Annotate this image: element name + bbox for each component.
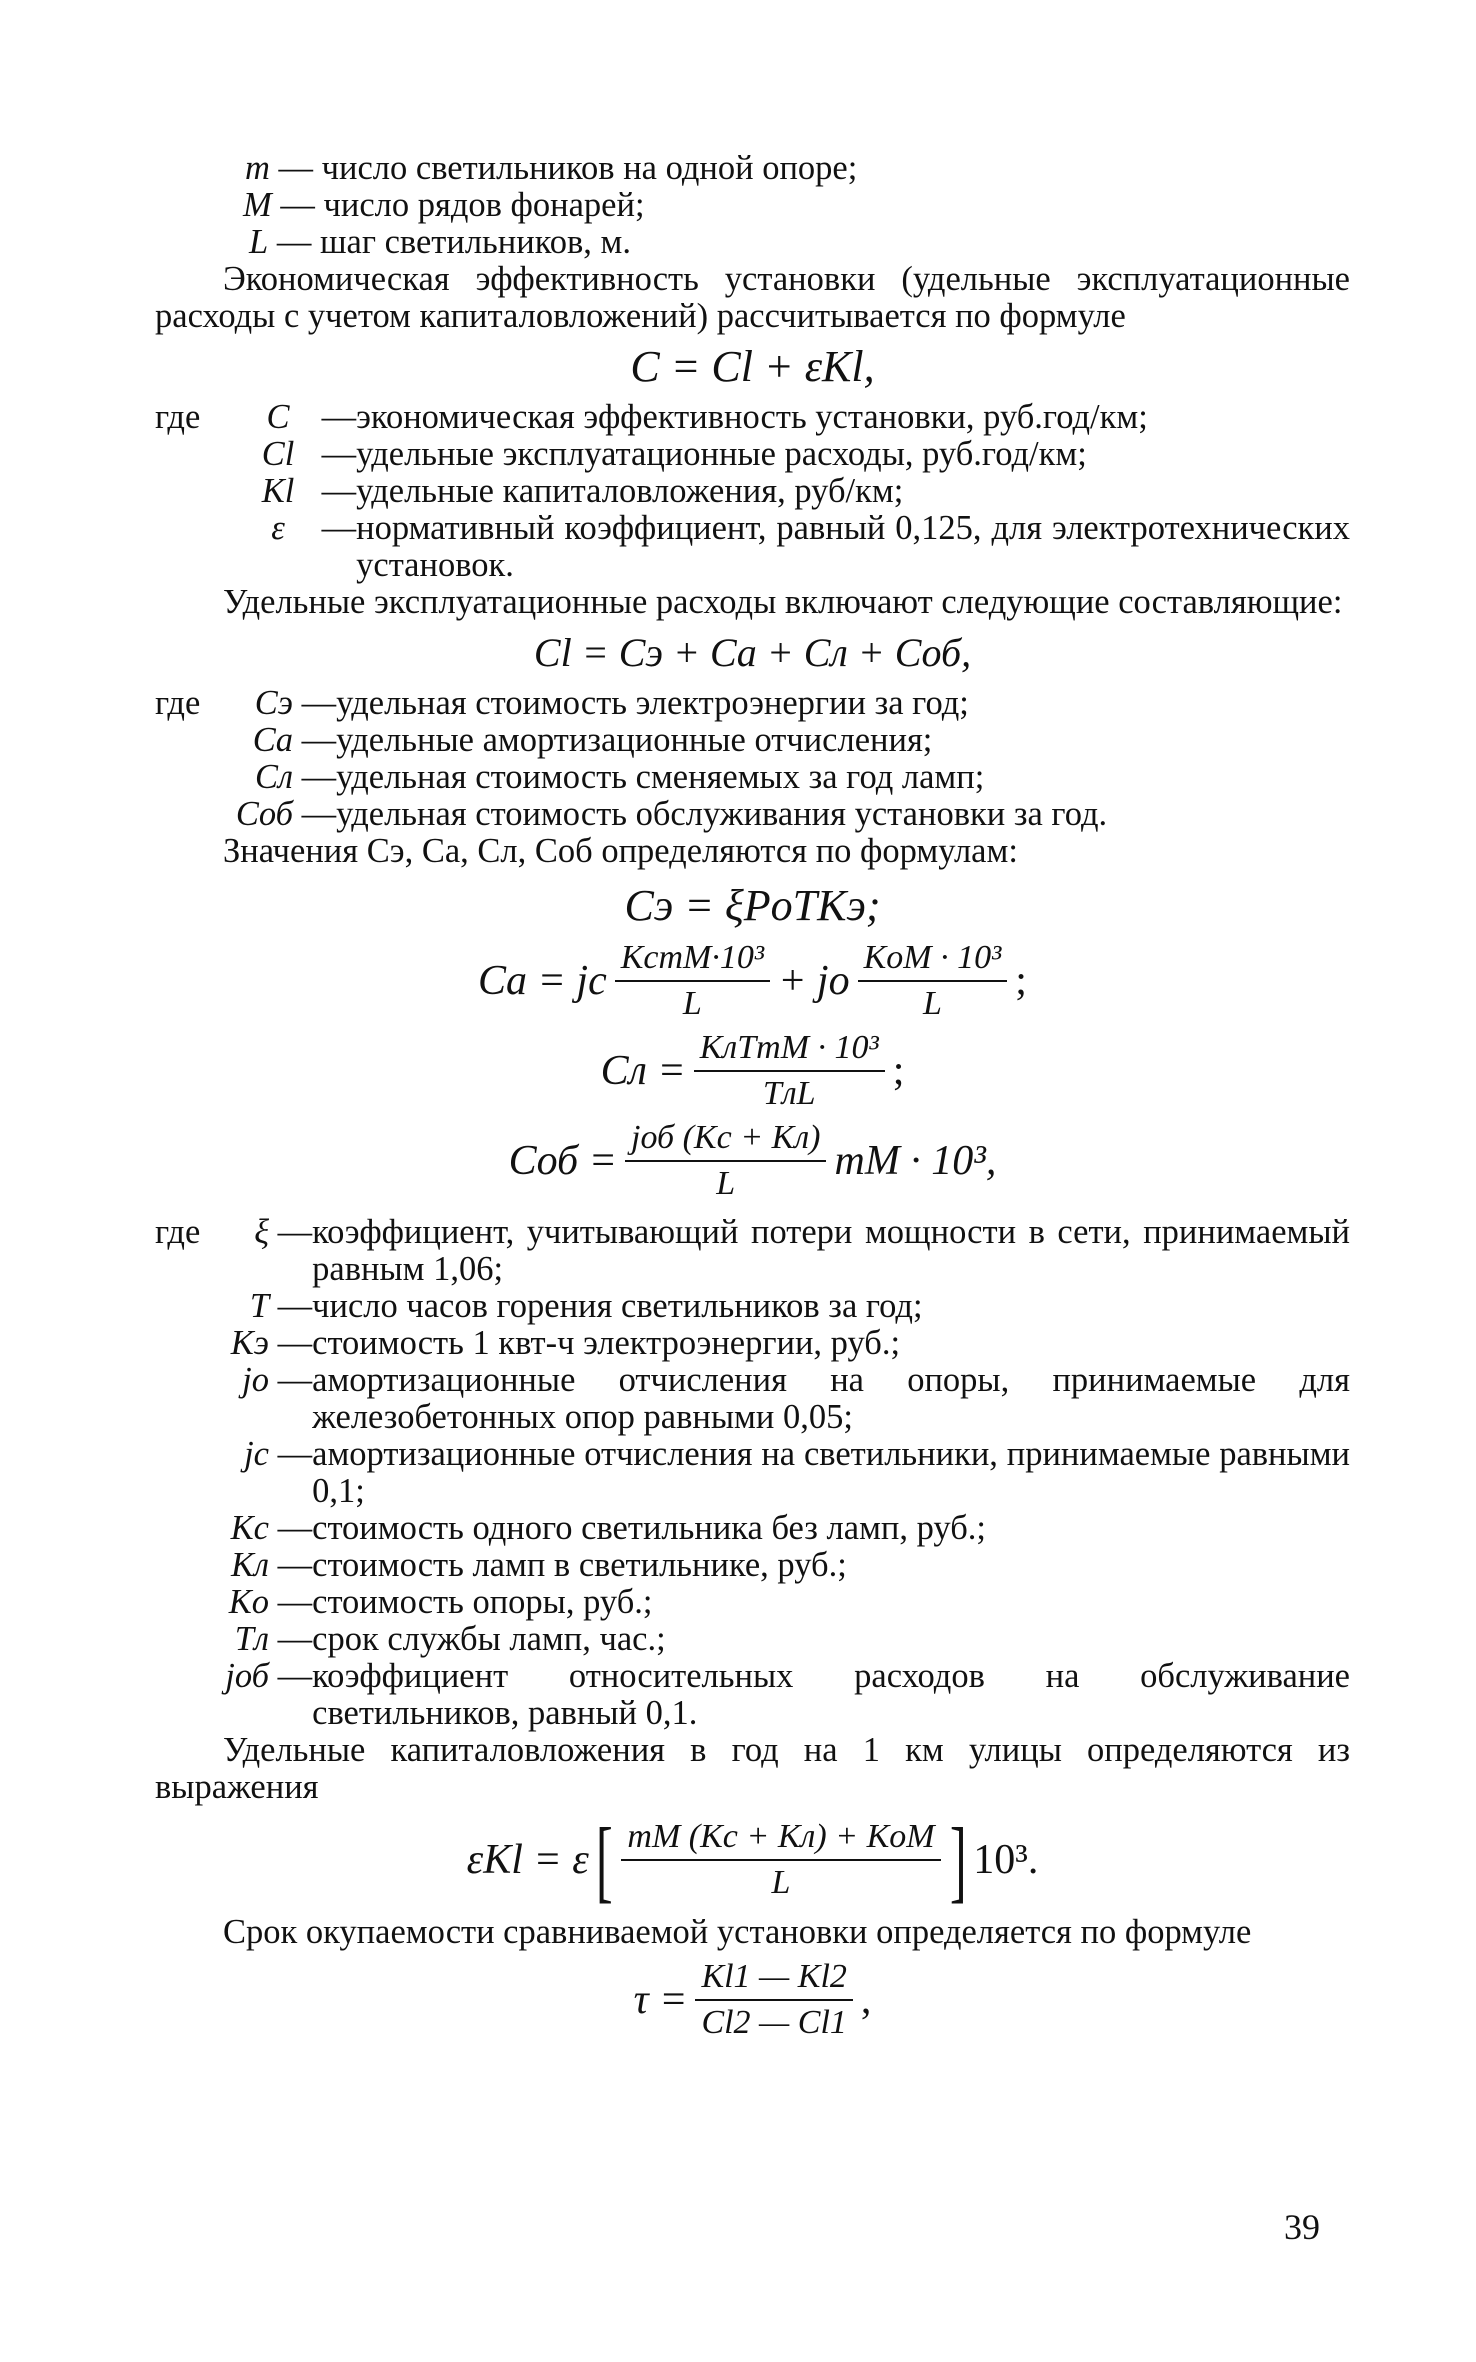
definition-text: амортизационные отчисления на светильники, принимаемые равными 0,1; bbox=[312, 1435, 1350, 1510]
definition-text: стоимость 1 квт-ч электроэнергии, руб.; bbox=[312, 1324, 901, 1362]
definition-text: удельные амортизационные отчисления; bbox=[336, 721, 933, 759]
formula-cl-lamps: Cл = $\frac{\text{KлTmM · 10³}}{\text{TлL}}$ ; bbox=[600, 1029, 905, 1112]
symbol: Kc bbox=[230, 1509, 269, 1547]
definition-text: экономическая эффективность установки, руб.год/км; bbox=[356, 398, 1148, 436]
definition-row: jоб — коэффициент относительных расходов на обслуживание светильников, равный 0,1. bbox=[155, 1658, 1350, 1732]
definition-row: Kc — стоимость одного светильника без ламп, руб.; bbox=[155, 1510, 1350, 1547]
symbol: Kл bbox=[230, 1546, 269, 1584]
symbol: ξ bbox=[254, 1213, 269, 1251]
definition-row bbox=[155, 187, 1350, 224]
formula-ek: εKl = ε [ $\frac{\text{mM (Kc + Kл) + KoM}}{L}$ ] 10³. bbox=[466, 1809, 1039, 1911]
where-word: где bbox=[155, 1213, 201, 1251]
dash: — bbox=[271, 186, 324, 224]
left-bracket-icon: [ bbox=[595, 1809, 613, 1911]
symbol: Kl bbox=[261, 472, 295, 510]
definition-row: T — число часов горения светильников за год; bbox=[155, 1288, 1350, 1325]
symbol: L bbox=[249, 223, 269, 261]
definition-text: удельные эксплуатационные расходы, руб.год/км; bbox=[356, 435, 1087, 473]
symbol: Ko bbox=[228, 1583, 269, 1621]
definition-text: число часов горения светильников за год; bbox=[312, 1287, 923, 1325]
symbol: Cл bbox=[254, 758, 293, 796]
paragraph: Срок окупаемости сравниваемой установки определяется по формуле bbox=[223, 1913, 1252, 1951]
definition-text: стоимость одного светильника без ламп, руб.; bbox=[312, 1509, 986, 1547]
paragraph: Экономическая эффективность установки (удельные эксплуатационные расходы с учетом капиталовложений) рассчитывается по формуле bbox=[155, 260, 1350, 335]
symbol: jo bbox=[242, 1361, 269, 1399]
symbol: ε bbox=[271, 509, 285, 547]
definition-row: Kl — удельные капиталовложения, руб/км; bbox=[155, 473, 1350, 510]
definition-row: Ca — удельные амортизационные отчисления; bbox=[155, 722, 1350, 759]
dash: — bbox=[269, 149, 322, 187]
definition-row: Kэ — стоимость 1 квт-ч электроэнергии, руб.; bbox=[155, 1325, 1350, 1362]
definition-row: Cл — удельная стоимость сменяемых за год ламп; bbox=[155, 759, 1350, 796]
definitions-cl bbox=[155, 685, 1350, 833]
symbol: Cоб bbox=[235, 795, 293, 833]
definitions-coefficients bbox=[155, 1214, 1350, 1732]
definitions-c bbox=[155, 399, 1350, 584]
definition-text: удельные капиталовложения, руб/км; bbox=[356, 472, 904, 510]
symbol: jc bbox=[244, 1435, 269, 1473]
definition-row: Cl — удельные эксплуатационные расходы, руб.год/км; bbox=[155, 436, 1350, 473]
formula-cl: Cl = Cэ + Ca + Cл + Cоб, bbox=[533, 630, 972, 675]
definition-row: Ko — стоимость опоры, руб.; bbox=[155, 1584, 1350, 1621]
definition-row: Kл — стоимость ламп в светильнике, руб.; bbox=[155, 1547, 1350, 1584]
definition-text: коэффициент относительных расходов на обслуживание светильников, равный 0,1. bbox=[312, 1657, 1350, 1732]
definition-row: где C — экономическая эффективность установки, руб.год/км; bbox=[155, 399, 1350, 436]
symbol: Cэ bbox=[254, 684, 293, 722]
formula-ca: Ca = jc $\frac{\text{KcmM·10³}}{L}$ + jo $\frac{\text{KoM · 10³}}{L}$ ; bbox=[478, 939, 1027, 1022]
definition-text: стоимость опоры, руб.; bbox=[312, 1583, 653, 1621]
symbol: M bbox=[243, 186, 272, 224]
formula-cob: Cоб = $\frac{\text{jоб (Kc + Kл)}}{L}$ mM · 10³, bbox=[508, 1119, 997, 1202]
dash: — bbox=[268, 223, 320, 261]
where-word: где bbox=[155, 684, 201, 722]
definition-row: где ξ — коэффициент, учитывающий потери мощности в сети, принимаемый равным 1,06; bbox=[155, 1213, 1350, 1288]
page-number: 39 bbox=[1284, 2207, 1320, 2247]
document-page bbox=[155, 150, 1350, 2047]
definition-row: ε — нормативный коэффициент, равный 0,125, для электротехнических установок. bbox=[155, 510, 1350, 584]
definition-row bbox=[155, 150, 1350, 187]
formula-tau: τ = $\frac{Kl1 — Kl2}{Cl2 — Cl1}$ , bbox=[633, 1958, 872, 2041]
definition-row: jo — амортизационные отчисления на опоры, принимаемые для железобетонных опор равными 0,05; bbox=[155, 1362, 1350, 1436]
definition-row: Cоб — удельная стоимость обслуживания установки за год. bbox=[155, 796, 1350, 833]
definition-text: стоимость ламп в светильнике, руб.; bbox=[312, 1546, 847, 1584]
paragraph: Удельные эксплуатационные расходы включают следующие составляющие: bbox=[223, 583, 1343, 621]
paragraph: Удельные капиталовложения в год на 1 км улицы определяются из выражения bbox=[155, 1731, 1350, 1806]
definition-row: где Cэ — удельная стоимость электроэнергии за год; bbox=[155, 685, 1350, 722]
paragraph: Значения Cэ, Ca, Cл, Cоб определяются по формулам: bbox=[223, 832, 1018, 870]
symbol: T bbox=[249, 1287, 269, 1325]
symbol: Cl bbox=[261, 435, 295, 473]
definition-text: число светильников на одной опоре; bbox=[321, 149, 858, 187]
symbol: C bbox=[266, 398, 290, 436]
definition-text: амортизационные отчисления на опоры, принимаемые для железобетонных опор равными 0,05; bbox=[312, 1361, 1350, 1436]
definition-text: удельная стоимость сменяемых за год ламп; bbox=[336, 758, 985, 796]
definition-text: нормативный коэффициент, равный 0,125, для электротехнических установок. bbox=[356, 509, 1350, 584]
symbol: jоб bbox=[225, 1657, 269, 1695]
definition-text: срок службы ламп, час.; bbox=[312, 1620, 666, 1658]
intro-definitions bbox=[155, 150, 1350, 261]
symbol: Kэ bbox=[230, 1324, 269, 1362]
definition-text: удельная стоимость обслуживания установки за год. bbox=[336, 795, 1108, 833]
symbol: Tл bbox=[234, 1620, 269, 1658]
definition-row bbox=[155, 224, 1350, 261]
right-bracket-icon: ] bbox=[949, 1809, 967, 1911]
symbol: Ca bbox=[252, 721, 293, 759]
symbol: m bbox=[245, 149, 270, 187]
formula-ce: Cэ = ξPoTKэ; bbox=[624, 881, 881, 930]
definition-text: шаг светильников, м. bbox=[319, 223, 631, 261]
definition-row: jc — амортизационные отчисления на светильники, принимаемые равными 0,1; bbox=[155, 1436, 1350, 1510]
where-word: где bbox=[155, 398, 201, 436]
definition-text: удельная стоимость электроэнергии за год; bbox=[336, 684, 969, 722]
definition-row: Tл — срок службы ламп, час.; bbox=[155, 1621, 1350, 1658]
definition-text: коэффициент, учитывающий потери мощности в сети, принимаемый равным 1,06; bbox=[312, 1213, 1350, 1288]
formula-c: C = Cl + εKl, bbox=[630, 342, 875, 391]
definition-text: число рядов фонарей; bbox=[323, 186, 645, 224]
